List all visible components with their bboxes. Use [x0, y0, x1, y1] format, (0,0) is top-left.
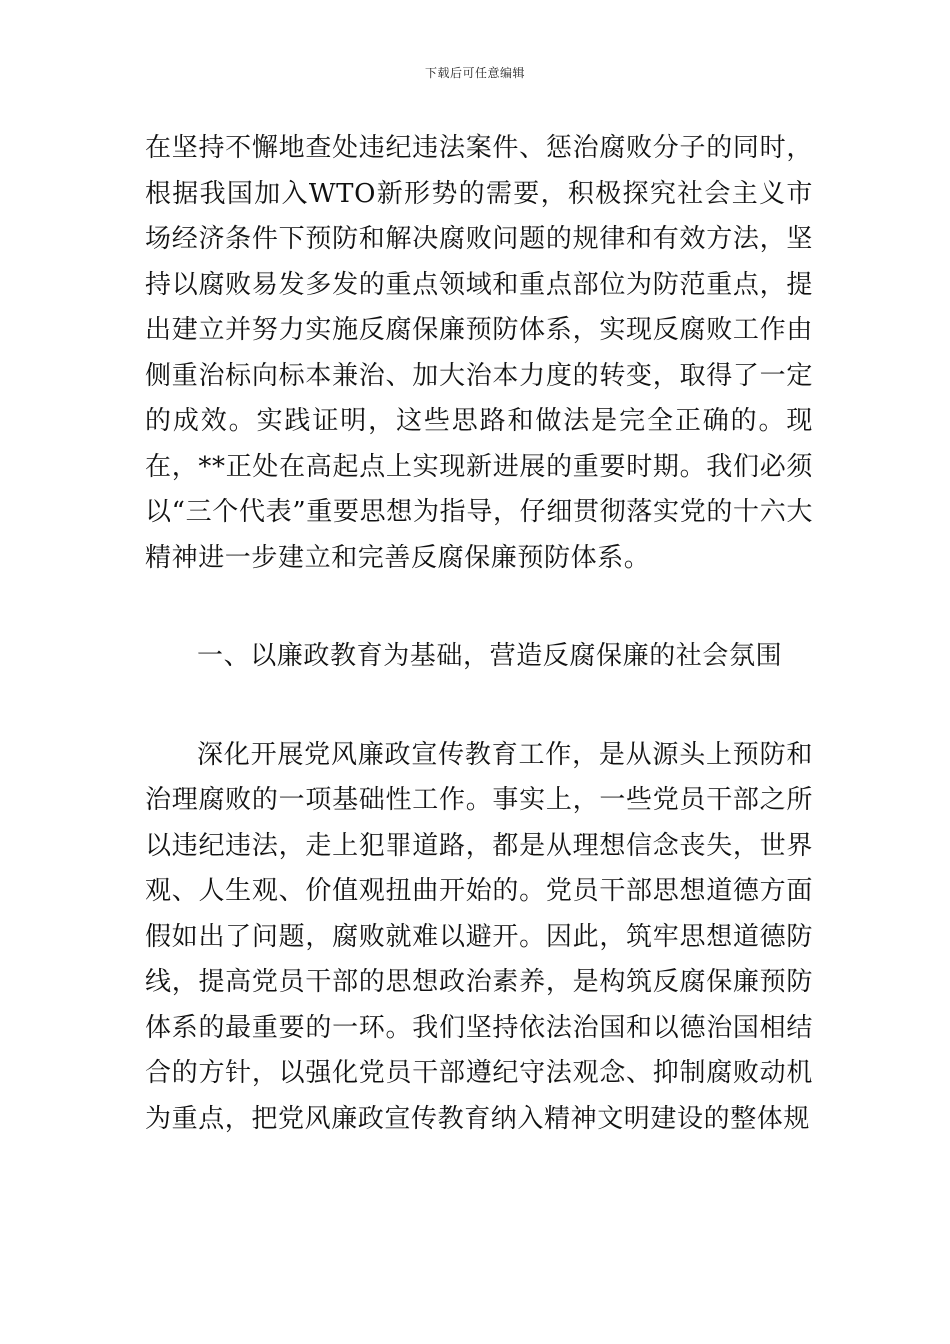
paragraph-education: 深化开展党风廉政宣传教育工作，是从源头上预防和治理腐败的一项基础性工作。事实上，一些党员干部之所以违纪违法，走上犯罪道路，都是从理想信念丧失，世界观、人生观、价值观扭曲开始的。党员干部思想道德方面假如出了问题，腐败就难以避开。因此，筑牢思想道德防线，提高党员干部的思想政治素养，是构筑反腐保廉预防体系的最重要的一环。我们坚持依法治国和以德治国相结合的方针，以强化党员干部遵纪守法观念、抑制腐败动机为重点，把党风廉政宣传教育纳入精神文明建设的整体规 [145, 739, 813, 1134]
paragraph-spacer [145, 581, 813, 634]
paragraph-intro: 在坚持不懈地查处违纪违法案件、惩治腐败分子的同时，根据我国加入WTO新形势的需要，积极探究社会主义市场经济条件下预防和解决腐败问题的规律和有效方法，坚持以腐败易发多发的重点领域和重点部位为防范重点，提出建立并努力实施反腐保廉预防体系，实现反腐败工作由侧重治标向标本兼治、加大治本力度的转变，取得了一定的成效。实践证明，这些思路和做法是完全正确的。现在，**正处在高起点上实现新进展的重要时期。我们必须以“三个代表”重要思想为指导，仔细贯彻落实党的十六大精神进一步建立和完善反腐保廉预防体系。 [145, 133, 813, 573]
section-heading: 一、以廉政教育为基础，营造反腐保廉的社会氛围 [197, 641, 783, 671]
document-body [145, 126, 813, 1142]
header-note: 下载后可任意编辑 [424, 66, 525, 80]
paragraph-spacer [145, 680, 813, 733]
